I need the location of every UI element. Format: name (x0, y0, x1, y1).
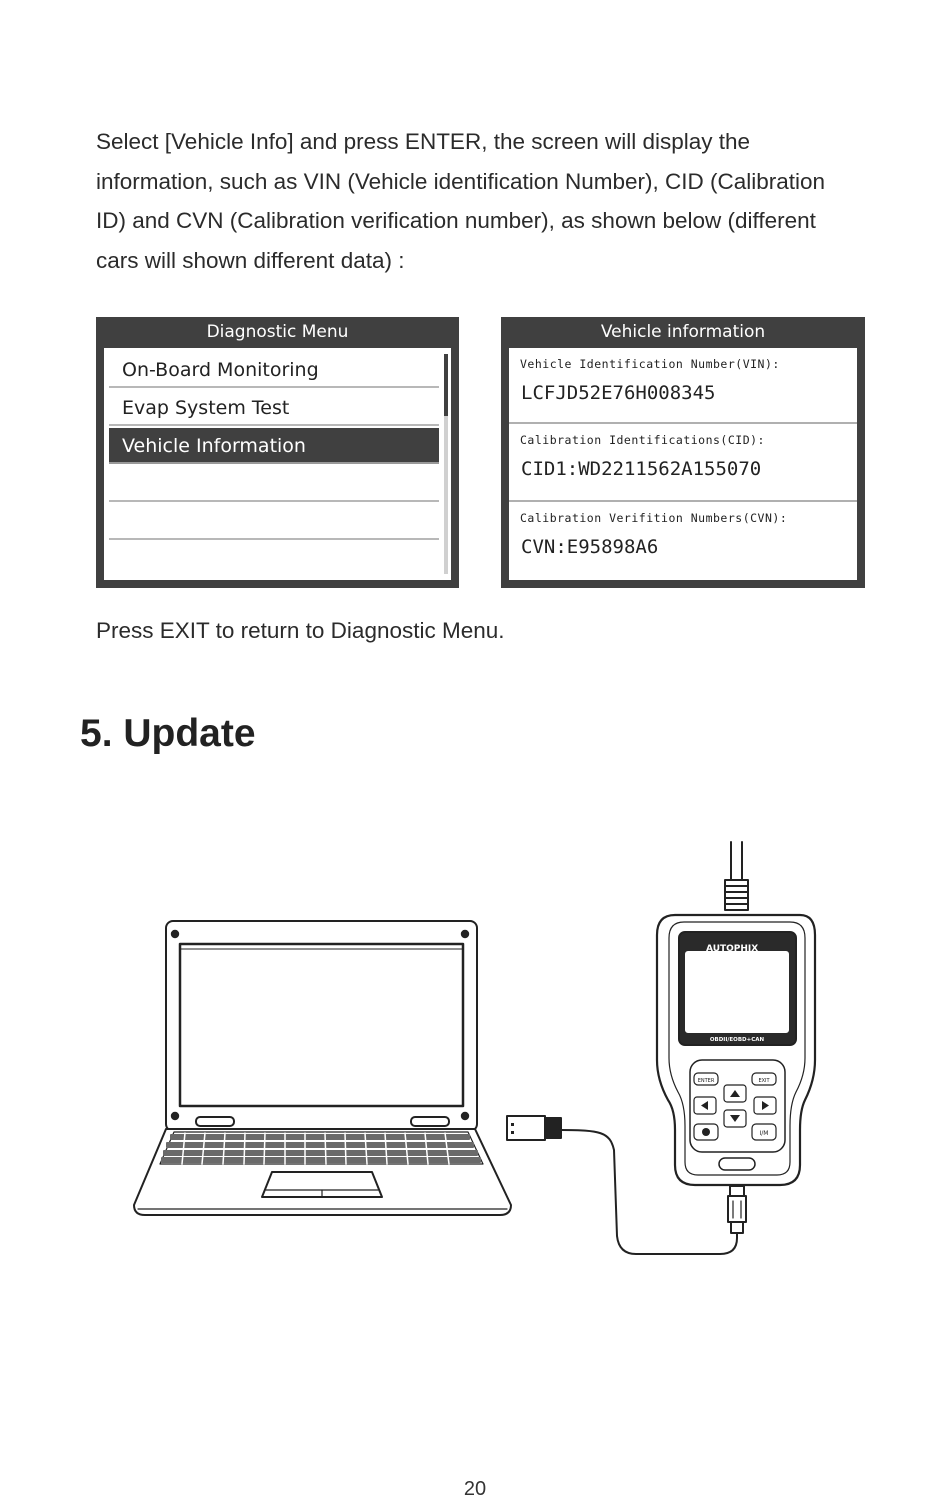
device-standard-label: OBDII/EOBD+CAN (709, 1037, 765, 1043)
page-number: 20 (463, 1478, 487, 1500)
diagnostic-menu-title: Diagnostic Menu (206, 322, 349, 342)
vin-value: LCFJD52E76H008345 (521, 382, 716, 404)
exit-note: Press EXIT to return to Diagnostic Menu. (96, 618, 505, 643)
vehicle-information-body (509, 348, 857, 580)
device-enter-label: ENTER (697, 1078, 715, 1084)
menu-item-vehicle-information[interactable]: Vehicle Information (109, 428, 439, 464)
cid-label: Calibration Identifications(CID): (520, 433, 765, 447)
cvn-label: Calibration Verifition Numbers(CVN): (520, 511, 788, 525)
diagnostic-menu-screen (96, 317, 459, 588)
vin-block (509, 348, 857, 424)
menu-scrollbar-thumb[interactable] (444, 354, 448, 416)
scanner-device-icon (657, 915, 815, 1185)
menu-item-empty (109, 466, 439, 502)
cvn-value: CVN:E95898A6 (521, 536, 659, 558)
section-title: 5. Update (80, 712, 256, 755)
menu-scrollbar[interactable] (444, 354, 448, 574)
cvn-block (509, 502, 857, 578)
laptop-icon (134, 921, 511, 1215)
menu-item-on-board-monitoring[interactable]: On-Board Monitoring (109, 352, 439, 388)
vehicle-information-title: Vehicle information (600, 322, 766, 342)
obd-cable-icon (725, 842, 748, 910)
device-im-label: I/M (759, 1130, 769, 1137)
mini-usb-plug-icon (728, 1186, 746, 1233)
menu-item-empty (109, 504, 439, 540)
diagnostic-menu-list (104, 348, 451, 580)
device-exit-label: EXIT (758, 1078, 770, 1084)
vehicle-information-screen (501, 317, 865, 588)
device-brand-label: AUTOPHIX (706, 944, 759, 954)
usb-plug-icon (507, 1116, 561, 1140)
menu-item-evap-system-test[interactable]: Evap System Test (109, 390, 439, 426)
cid-value: CID1:WD2211562A155070 (521, 458, 762, 480)
intro-paragraph: Select [Vehicle Info] and press ENTER, the screen will display the information, such as VIN (Vehicle identification Number), CID (Calibration ID) and CVN (Calibration verification number), as shown below (different cars will shown different data) : (96, 129, 826, 273)
cid-block (509, 424, 857, 502)
vin-label: Vehicle Identification Number(VIN): (520, 357, 780, 371)
update-connection-illustration (0, 830, 950, 1270)
